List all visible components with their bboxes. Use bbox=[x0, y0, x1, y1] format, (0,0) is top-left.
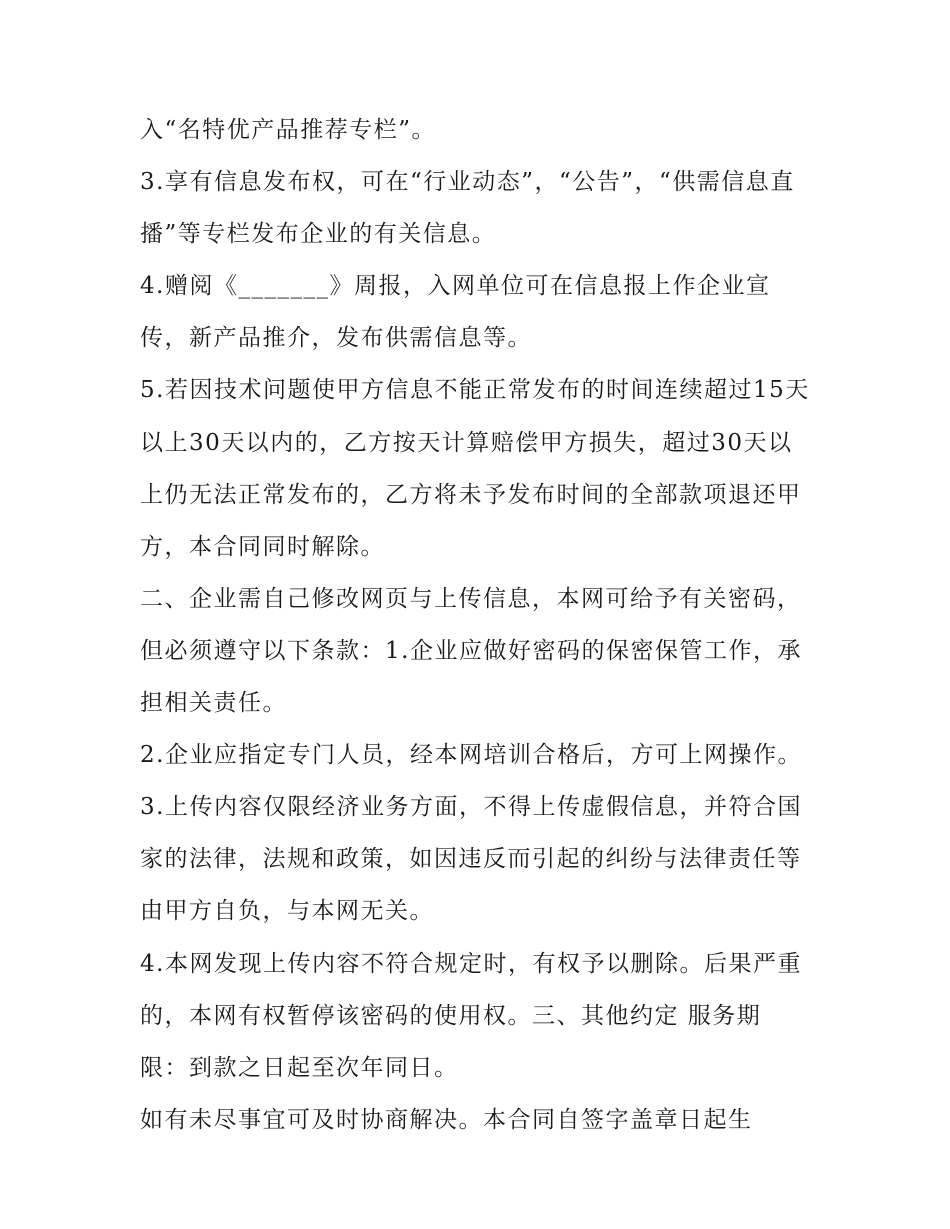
text-line: 的，本网有权暂停该密码的使用权。三、其他约定 服务期 bbox=[140, 1002, 762, 1029]
text-line: 入“名特优产品推荐专栏”。 bbox=[140, 117, 437, 143]
text-line: 由甲方自负，与本网无关。 bbox=[140, 898, 434, 925]
text-line: 播”等专栏发布企业的有关信息。 bbox=[140, 221, 497, 248]
text-line: 二、企业需自己修改网页与上传信息，本网可给予有关密码， bbox=[140, 585, 802, 612]
text-line: 上仍无法正常发布的，乙方将未予发布时间的全部款项退还甲 bbox=[140, 481, 802, 508]
text-line: 5.若因技术问题使甲方信息不能正常发布的时间连续超过15天 bbox=[140, 377, 810, 404]
text-line: 如有未尽事宜可及时协商解决。本合同自签字盖章日起生 bbox=[140, 1106, 753, 1133]
text-line: 传，新产品推介，发布供需信息等。 bbox=[140, 325, 532, 352]
text-line: 家的法律，法规和政策，如因违反而引起的纠纷与法律责任等 bbox=[140, 846, 802, 873]
text-line: 担相关责任。 bbox=[140, 690, 287, 717]
text-line: 4.赠阅《_______》周报，入网单位可在信息报上作企业宣 bbox=[140, 273, 771, 300]
text-line: 2.企业应指定专门人员，经本网培训合格后，方可上网操作。 bbox=[140, 742, 802, 769]
text-line: 限：到款之日起至次年同日。 bbox=[140, 1054, 459, 1081]
text-line: 方，本合同同时解除。 bbox=[140, 533, 385, 560]
text-line: 但必须遵守以下条款：1.企业应做好密码的保密保管工作，承 bbox=[140, 637, 802, 664]
text-line: 以上30天以内的，乙方按天计算赔偿甲方损失，超过30天以 bbox=[140, 429, 793, 456]
document-body bbox=[140, 108, 820, 1150]
text-line: 4.本网发现上传内容不符合规定时，有权予以删除。后果严重 bbox=[140, 950, 802, 977]
text-line: 3.享有信息发布权，可在“行业动态”，“公告”，“供需信息直 bbox=[140, 169, 795, 196]
text-line: 3.上传内容仅限经济业务方面，不得上传虚假信息，并符合国 bbox=[140, 794, 802, 821]
